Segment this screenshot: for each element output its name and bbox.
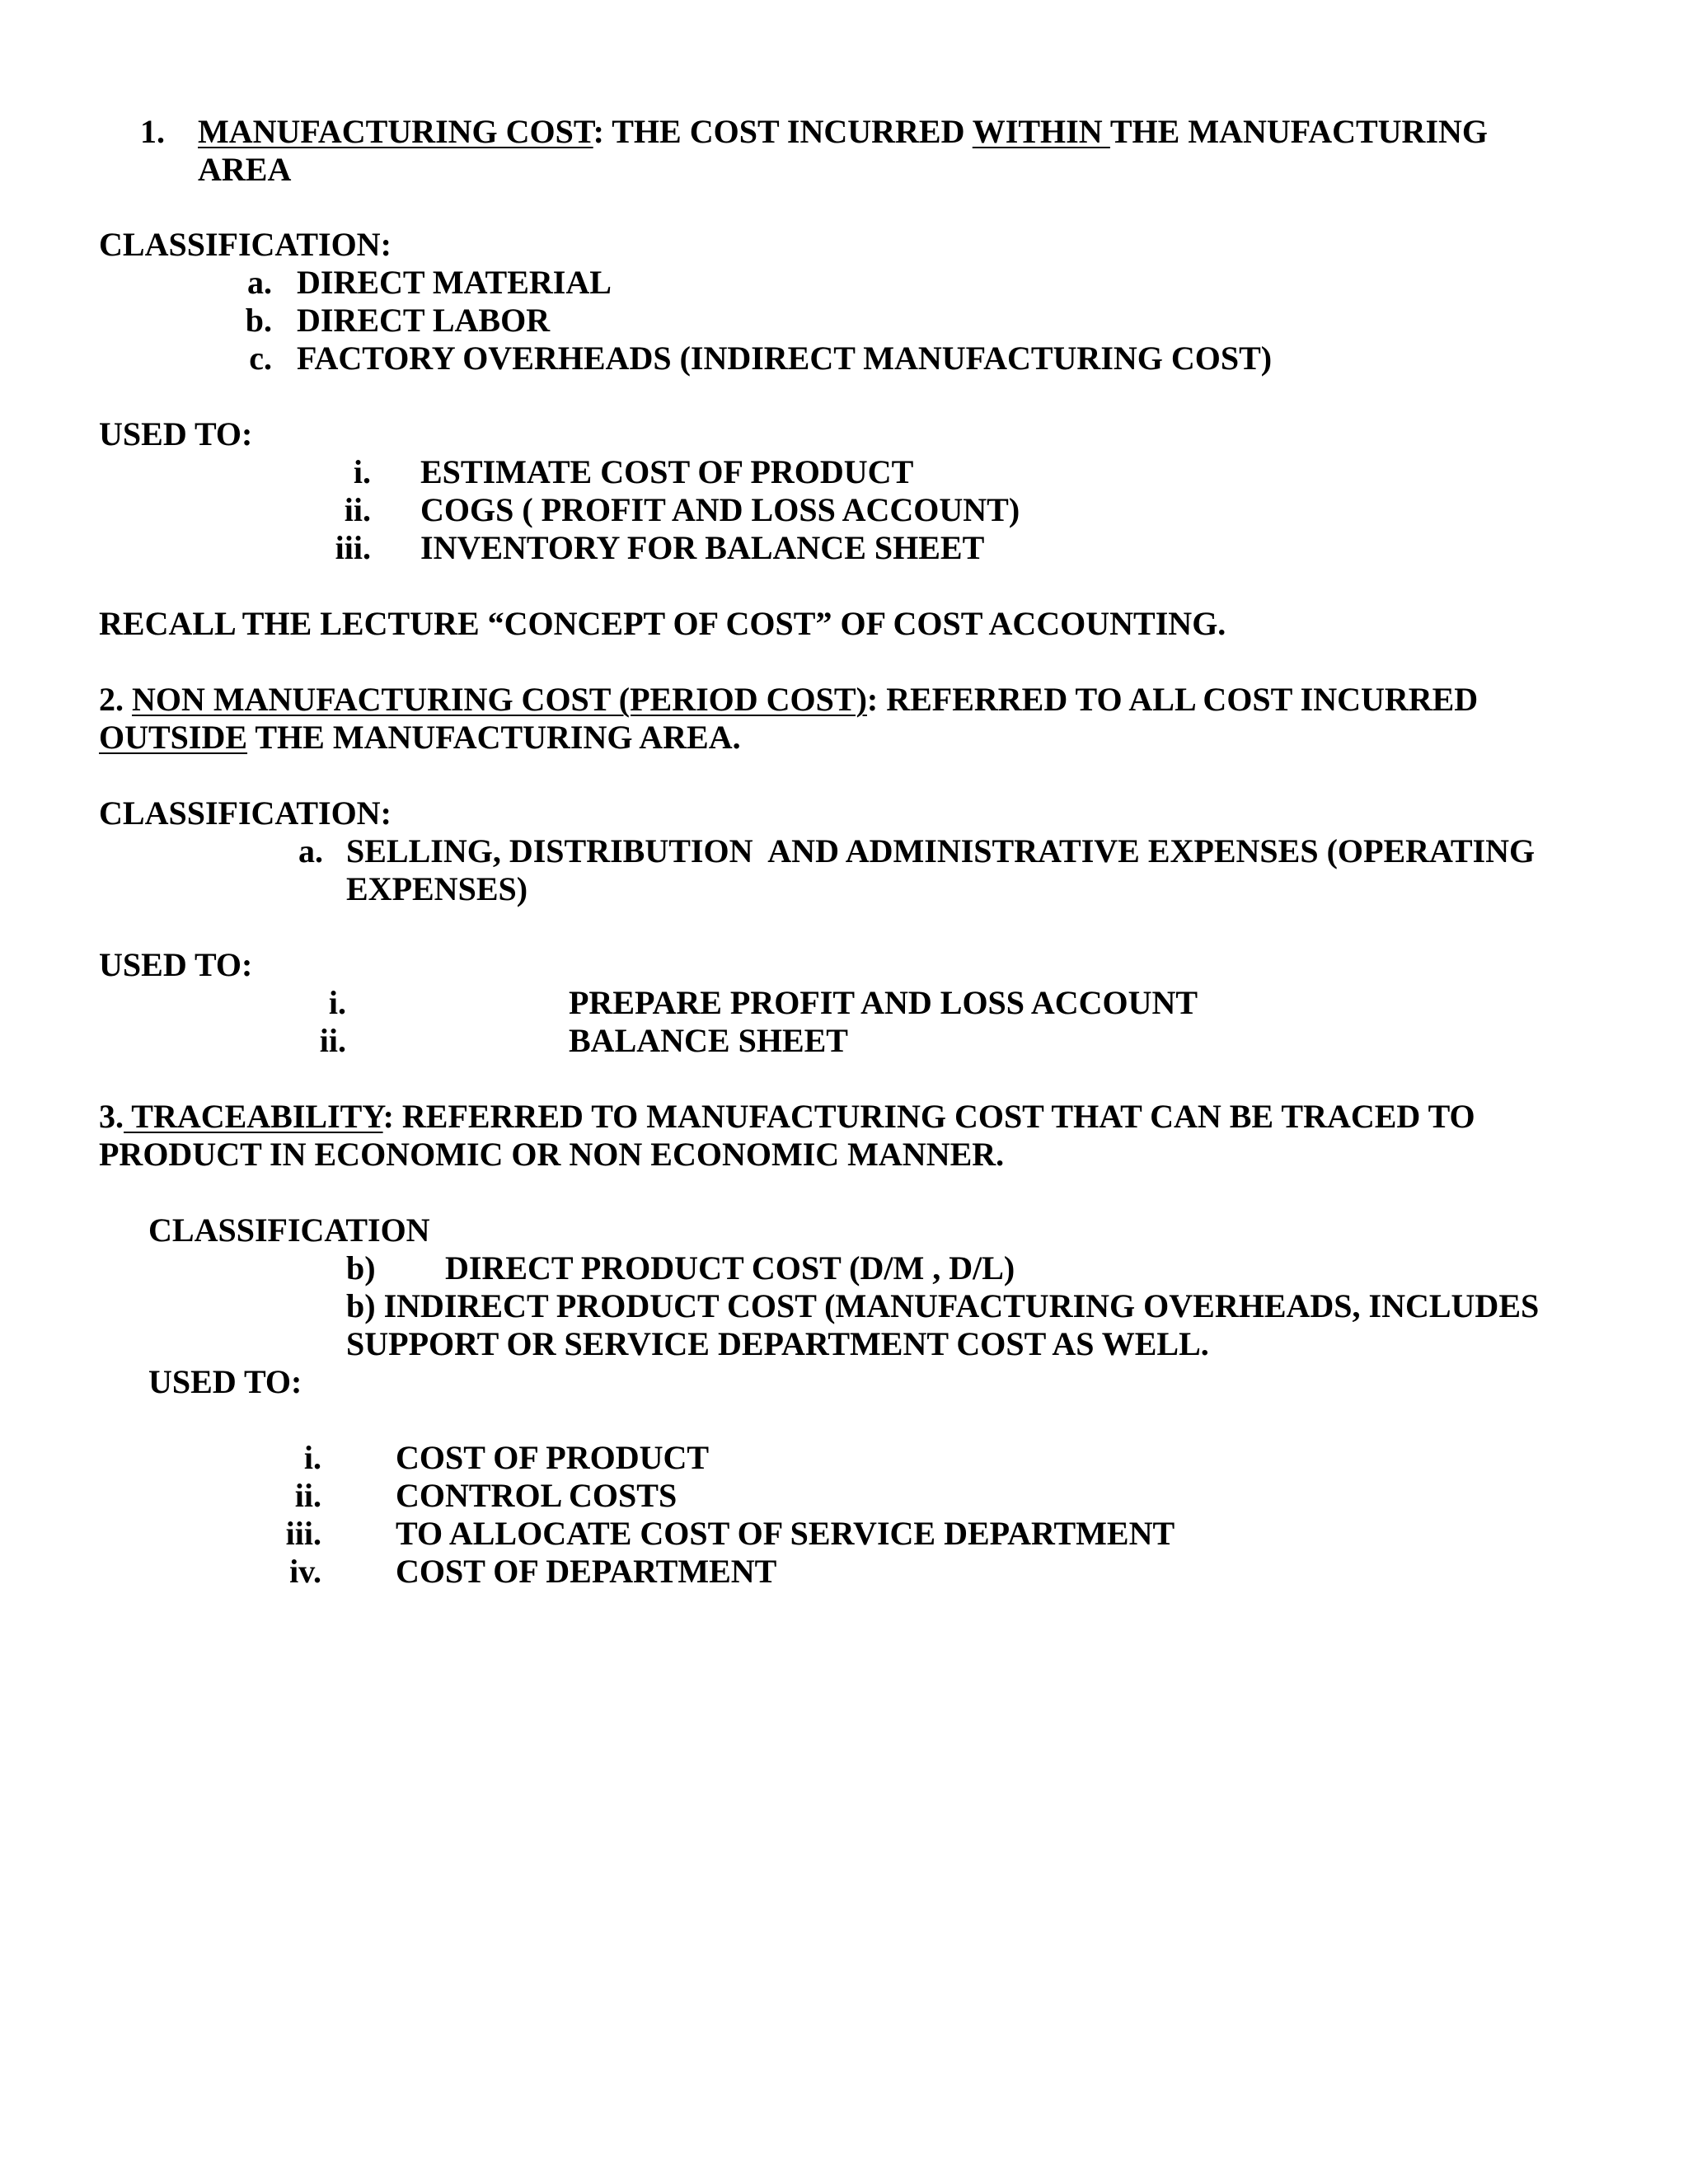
list-marker: b. bbox=[245, 302, 272, 339]
section2-heading-line2 bbox=[99, 719, 741, 757]
list-text: INVENTORY FOR BALANCE SHEET bbox=[420, 529, 985, 566]
list-marker: ii. bbox=[294, 1477, 321, 1514]
list-item-continuation: SUPPORT OR SERVICE DEPARTMENT COST AS WELL. bbox=[346, 1325, 1209, 1362]
list-text: SELLING, DISTRIBUTION AND ADMINISTRATIVE EXPENSES (OPERATING bbox=[346, 832, 1536, 869]
list-marker: a. bbox=[247, 264, 272, 301]
section3-heading-line2: PRODUCT IN ECONOMIC OR NON ECONOMIC MANNER. bbox=[99, 1136, 1005, 1173]
list-marker: a. bbox=[298, 832, 323, 869]
list-marker: ii. bbox=[344, 491, 371, 528]
section1-heading: MANUFACTURING COST bbox=[198, 113, 593, 150]
list-text: COST OF DEPARTMENT bbox=[396, 1553, 777, 1590]
section1-rest: THE MANUFACTURING bbox=[1109, 113, 1489, 150]
list-text: ESTIMATE COST OF PRODUCT bbox=[420, 453, 914, 490]
list-marker: i. bbox=[353, 453, 371, 490]
section1-used-to-label: USED TO: bbox=[99, 415, 253, 452]
section2-classification-label: CLASSIFICATION: bbox=[99, 794, 392, 832]
list-text: DIRECT PRODUCT COST (D/M , D/L) bbox=[445, 1249, 1015, 1286]
section3-used-to-label: USED TO: bbox=[148, 1363, 302, 1400]
section2-colon-text: : REFERRED TO ALL COST INCURRED bbox=[866, 681, 1479, 718]
section2-emphasis: OUTSIDE bbox=[99, 719, 248, 756]
list-marker: ii. bbox=[319, 1022, 346, 1059]
section1-emphasis: WITHIN bbox=[972, 113, 1110, 150]
list-marker: i. bbox=[303, 1439, 321, 1476]
list-item bbox=[346, 1287, 1539, 1325]
section1-recall-note: RECALL THE LECTURE “CONCEPT OF COST” OF COST ACCOUNTING. bbox=[99, 605, 1226, 642]
list-text: TO ALLOCATE COST OF SERVICE DEPARTMENT bbox=[396, 1515, 1175, 1552]
list-text: DIRECT MATERIAL bbox=[297, 264, 612, 301]
list-marker: iii. bbox=[335, 529, 371, 566]
list-text: FACTORY OVERHEADS (INDIRECT MANUFACTURING COST) bbox=[297, 340, 1273, 377]
list-text: COGS ( PROFIT AND LOSS ACCOUNT) bbox=[420, 491, 1020, 528]
list-marker: b) bbox=[346, 1249, 376, 1286]
list-text: DIRECT LABOR bbox=[297, 302, 551, 339]
section1-colon-text: : THE COST INCURRED bbox=[593, 113, 973, 150]
section1-number: 1. bbox=[140, 113, 165, 150]
section2-rest: THE MANUFACTURING AREA. bbox=[247, 719, 741, 756]
list-marker: b) bbox=[346, 1287, 376, 1324]
section3-classification-label: CLASSIFICATION bbox=[148, 1212, 430, 1249]
list-text: BALANCE SHEET bbox=[569, 1022, 848, 1059]
section2-heading-line1 bbox=[99, 681, 1478, 719]
list-text: INDIRECT PRODUCT COST (MANUFACTURING OVERHEADS, INCLUDES bbox=[383, 1287, 1540, 1324]
section1-heading-line2: AREA bbox=[198, 151, 292, 188]
section3-heading: TRACEABILITY bbox=[124, 1098, 383, 1135]
list-text: COST OF PRODUCT bbox=[396, 1439, 710, 1476]
section2-used-to-label: USED TO: bbox=[99, 946, 253, 983]
section2-heading: NON MANUFACTURING COST (PERIOD COST) bbox=[132, 681, 867, 718]
section1-classification-label: CLASSIFICATION: bbox=[99, 226, 392, 263]
section3-colon-text: : REFERRED TO MANUFACTURING COST THAT CAN BE TRACED TO bbox=[382, 1098, 1475, 1135]
section3-number: 3. bbox=[99, 1098, 124, 1135]
list-marker: iii. bbox=[285, 1515, 321, 1552]
list-text: CONTROL COSTS bbox=[396, 1477, 678, 1514]
list-text: PREPARE PROFIT AND LOSS ACCOUNT bbox=[569, 984, 1198, 1021]
list-item-continuation: EXPENSES) bbox=[346, 870, 528, 907]
section3-heading-line1 bbox=[99, 1098, 1475, 1136]
list-marker: iv. bbox=[289, 1553, 321, 1590]
list-marker: i. bbox=[328, 984, 346, 1021]
section2-number: 2. bbox=[99, 681, 132, 718]
list-marker: c. bbox=[249, 340, 272, 377]
